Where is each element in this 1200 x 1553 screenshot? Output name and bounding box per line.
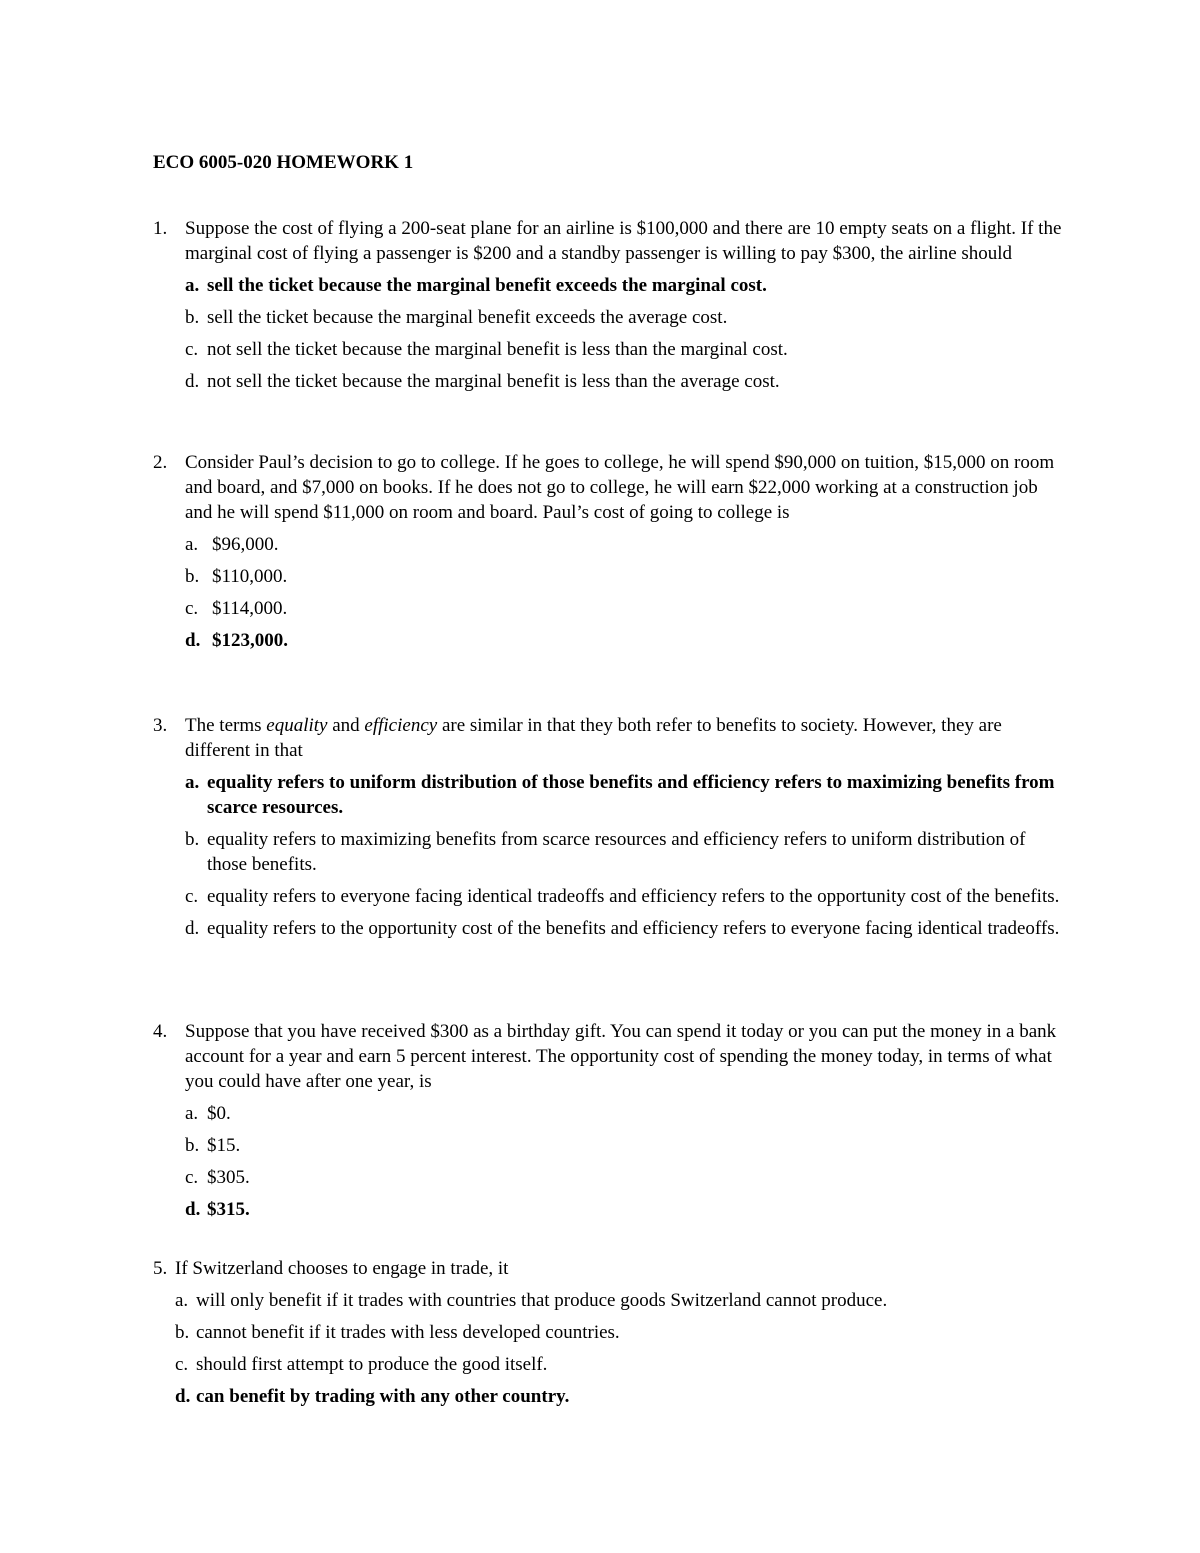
option-text: $0. [207,1103,231,1124]
term-equality: equality [266,715,328,736]
option-d [175,1384,1063,1409]
term-efficiency: efficiency [364,715,438,736]
option-text: $305. [207,1167,250,1188]
option-d [185,628,1063,653]
option-a [185,770,1063,820]
option-letter: b. [185,307,200,328]
question-number: 5. [153,1258,168,1279]
option-text: $96,000. [212,534,279,555]
option-a [185,273,1063,298]
option-letter: c. [185,339,199,360]
option-letter: a. [175,1290,189,1311]
option-c [185,596,1063,621]
option-letter: b. [175,1322,190,1343]
option-c [185,1165,1063,1190]
option-letter: d. [175,1386,191,1407]
option-letter: b. [185,829,200,850]
option-text: will only benefit if it trades with countries that produce goods Switzerland cannot produce. [196,1290,888,1311]
option-letter: a. [185,534,199,555]
option-text: should first attempt to produce the good itself. [196,1354,548,1375]
option-c [175,1352,1063,1377]
option-list [185,770,1063,941]
option-letter: d. [185,1199,201,1220]
question-3 [153,713,1063,941]
option-letter: c. [185,598,199,619]
option-text: $110,000. [212,566,288,587]
option-text: equality refers to uniform distribution of those benefits and efficiency refers to maximizing benefits from scarce resources. [207,772,1055,818]
option-letter: d. [185,918,200,939]
option-letter: c. [185,1167,199,1188]
option-text: $15. [207,1135,241,1156]
option-a [185,1101,1063,1126]
option-list [185,1101,1063,1222]
question-text: If Switzerland chooses to engage in trade, it [175,1258,509,1279]
question-2 [153,450,1063,653]
question-number: 2. [153,452,168,473]
option-text: equality refers to maximizing benefits from scarce resources and efficiency refers to uniform distribution of those benefits. [207,829,1026,875]
option-text: can benefit by trading with any other country. [196,1386,570,1407]
option-b [185,1133,1063,1158]
option-text: cannot benefit if it trades with less developed countries. [196,1322,620,1343]
option-a [175,1288,1063,1313]
option-letter: b. [185,566,200,587]
option-letter: a. [185,275,200,296]
option-text: sell the ticket because the marginal benefit exceeds the average cost. [207,307,728,328]
option-letter: d. [185,371,200,392]
option-b [175,1320,1063,1345]
option-text: sell the ticket because the marginal benefit exceeds the marginal cost. [207,275,767,296]
question-text: Consider Paul’s decision to go to college. If he goes to college, he will spend $90,000 on tuition, $15,000 on room and board, and $7,000 on books. If he does not go to college, he will earn $22,000 working at a construction job and he will spend $11,000 on room and board. Paul’s cost of going to college is [185,452,1055,523]
option-text: equality refers to the opportunity cost of the benefits and efficiency refers to everyone facing identical tradeoffs. [207,918,1060,939]
question-number: 4. [153,1021,168,1042]
question-4 [153,1019,1063,1222]
question-text: The terms equality and efficiency are similar in that they both refer to benefits to society. However, they are different in that [185,715,1002,761]
option-text: not sell the ticket because the marginal benefit is less than the marginal cost. [207,339,788,360]
document-title: ECO 6005-020 HOMEWORK 1 [153,152,414,173]
option-d [185,369,1063,394]
option-text: not sell the ticket because the marginal benefit is less than the average cost. [207,371,780,392]
question-number: 1. [153,218,168,239]
option-b [185,827,1063,877]
option-letter: b. [185,1135,200,1156]
question-number: 3. [153,715,168,736]
option-b [185,305,1063,330]
option-letter: c. [185,886,199,907]
option-b [185,564,1063,589]
question-5 [153,1256,1063,1409]
option-d [185,1197,1063,1222]
option-a [185,532,1063,557]
option-list [185,273,1063,394]
option-list [185,532,1063,653]
option-c [185,337,1063,362]
option-text: equality refers to everyone facing identical tradeoffs and efficiency refers to the opportunity cost of the benefits. [207,886,1060,907]
question-text: Suppose that you have received $300 as a birthday gift. You can spend it today or you can put the money in a bank account for a year and earn 5 percent interest. The opportunity cost of spending the money today, in terms of what you could have after one year, is [185,1021,1057,1092]
option-d [185,916,1063,941]
question-text: Suppose the cost of flying a 200-seat plane for an airline is $100,000 and there are 10 empty seats on a flight. If the marginal cost of flying a passenger is $200 and a standby passenger is willing to pay $300, the airline should [185,218,1062,264]
option-text: $114,000. [212,598,288,619]
option-text: $315. [207,1199,250,1220]
option-letter: a. [185,1103,199,1124]
option-letter: d. [185,630,201,651]
question-1 [153,216,1063,394]
option-letter: a. [185,772,200,793]
option-c [185,884,1063,909]
option-letter: c. [175,1354,189,1375]
option-text: $123,000. [212,630,288,651]
option-list [175,1288,1063,1409]
